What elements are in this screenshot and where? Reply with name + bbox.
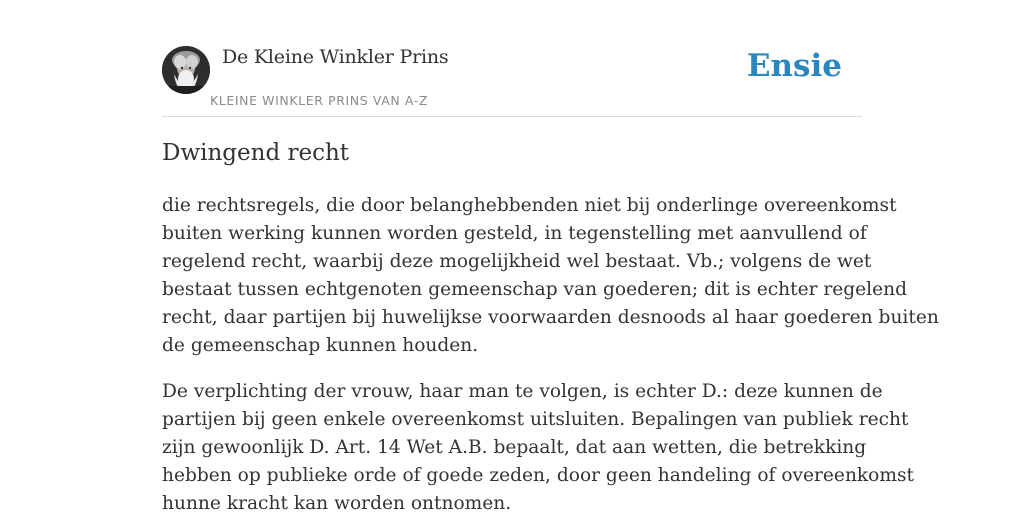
- paragraph: [162, 192, 939, 360]
- text-line: bestaat tussen echtgenoten gemeenschap van goederen; dit is echter regelend: [162, 279, 907, 300]
- text-line: buiten werking kunnen worden gesteld, in tegenstelling met aanvullend of: [162, 223, 867, 244]
- article-body: [162, 192, 939, 512]
- paragraph: [162, 378, 915, 512]
- source-title[interactable]: De Kleine Winkler Prins: [222, 46, 449, 68]
- text-line: De verplichting der vrouw, haar man te volgen, is echter D.: deze kunnen de: [162, 381, 883, 402]
- header: [162, 44, 862, 117]
- source-avatar[interactable]: [162, 46, 210, 94]
- brand-logo[interactable]: Ensie: [746, 48, 842, 84]
- text-line: hunne kracht kan worden ontnomen.: [162, 493, 512, 512]
- article-title: Dwingend recht: [162, 140, 350, 166]
- text-line: recht, daar partijen bij huwelijkse voorwaarden desnoods al haar goederen buiten: [162, 307, 939, 328]
- text-line: de gemeenschap kunnen houden.: [162, 335, 479, 356]
- portrait-image: [162, 46, 210, 94]
- source-subtitle[interactable]: KLEINE WINKLER PRINS VAN A-Z: [210, 93, 429, 108]
- text-line: zijn gewoonlijk D. Art. 14 Wet A.B. bepaalt, dat aan wetten, die betrekking: [162, 437, 867, 458]
- text-line: partijen bij geen enkele overeenkomst uitsluiten. Bepalingen van publiek recht: [162, 409, 909, 430]
- text-line: regelend recht, waarbij deze mogelijkheid wel bestaat. Vb.; volgens de wet: [162, 251, 872, 272]
- text-line: die rechtsregels, die door belanghebbenden niet bij onderlinge overeenkomst: [162, 195, 897, 216]
- text-line: hebben op publieke orde of goede zeden, door geen handeling of overeenkomst: [162, 465, 915, 486]
